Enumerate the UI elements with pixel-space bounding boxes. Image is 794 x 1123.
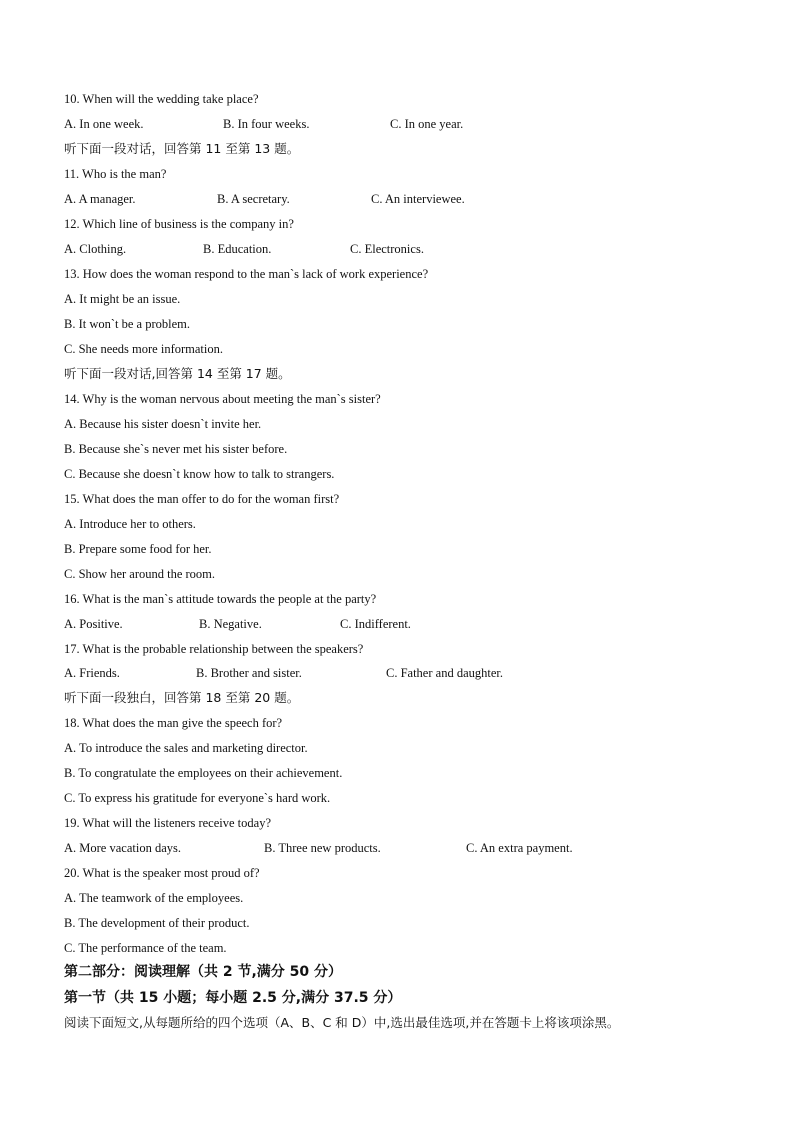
question-17: 17. What is the probable relationship between the speakers? <box>64 642 364 656</box>
option-a: A. A manager. <box>64 192 136 206</box>
option-c: C. Indifferent. <box>340 617 411 631</box>
question-15: 15. What does the man offer to do for the woman first? <box>64 492 340 506</box>
option-c: C. Father and daughter. <box>386 666 503 680</box>
option-a: A. The teamwork of the employees. <box>64 891 244 905</box>
option-a: A. Introduce her to others. <box>64 517 196 531</box>
option-b: B. A secretary. <box>217 192 290 206</box>
directions-18-20: 听下面一段独白，回答第 18 至第 20 题。 <box>64 690 300 705</box>
option-c: C. She needs more information. <box>64 342 223 356</box>
option-c: C. To express his gratitude for everyone`s hard work. <box>64 791 331 805</box>
option-a: A. More vacation days. <box>64 841 181 855</box>
question-13: 13. How does the woman respond to the man`s lack of work experience? <box>64 267 429 281</box>
option-b: B. Negative. <box>199 617 262 631</box>
option-b: B. Three new products. <box>264 841 381 855</box>
option-b: B. Prepare some food for her. <box>64 542 212 556</box>
option-c: C. Electronics. <box>350 242 424 256</box>
question-11: 11. Who is the man? <box>64 167 167 181</box>
options-row-12 <box>64 239 744 259</box>
option-b: B. In four weeks. <box>223 117 310 131</box>
option-c: C. An interviewee. <box>371 192 465 206</box>
question-19: 19. What will the listeners receive today? <box>64 816 271 830</box>
option-c: C. Show her around the room. <box>64 567 216 581</box>
option-b: B. Education. <box>203 242 272 256</box>
option-b: B. The development of their product. <box>64 916 250 930</box>
question-12: 12. Which line of business is the company in? <box>64 217 294 231</box>
option-a: A. Because his sister doesn`t invite her. <box>64 417 262 431</box>
options-row-10 <box>64 114 744 134</box>
options-row-19 <box>64 838 744 858</box>
option-b: B. It won`t be a problem. <box>64 317 191 331</box>
question-20: 20. What is the speaker most proud of? <box>64 866 260 880</box>
question-10: 10. When will the wedding take place? <box>64 92 259 106</box>
section-one-heading: 第一节（共 15 小题；每小题 2.5 分,满分 37.5 分） <box>64 990 402 1006</box>
options-row-16 <box>64 614 744 634</box>
option-a: A. Clothing. <box>64 242 127 256</box>
part-two-heading: 第二部分：阅读理解（共 2 节,满分 50 分） <box>64 964 343 980</box>
options-row-11 <box>64 189 744 209</box>
option-c: C. In one year. <box>390 117 464 131</box>
option-a: A. To introduce the sales and marketing director. <box>64 741 308 755</box>
option-c: C. An extra payment. <box>466 841 573 855</box>
directions-14-17: 听下面一段对话,回答第 14 至第 17 题。 <box>64 366 291 381</box>
question-14: 14. Why is the woman nervous about meeting the man`s sister? <box>64 392 381 406</box>
question-18: 18. What does the man give the speech for? <box>64 716 283 730</box>
option-c: C. The performance of the team. <box>64 941 227 955</box>
directions-11-13: 听下面一段对话，回答第 11 至第 13 题。 <box>64 141 300 156</box>
option-b: B. Because she`s never met his sister before. <box>64 442 288 456</box>
option-a: A. Positive. <box>64 617 123 631</box>
option-a: A. It might be an issue. <box>64 292 181 306</box>
option-a: A. Friends. <box>64 666 120 680</box>
reading-instructions: 阅读下面短文,从每题所给的四个选项（A、B、C 和 D）中,选出最佳选项,并在答题卡上将该项涂黑。 <box>64 1015 620 1030</box>
option-c: C. Because she doesn`t know how to talk to strangers. <box>64 467 335 481</box>
option-b: B. To congratulate the employees on their achievement. <box>64 766 343 780</box>
options-row-17 <box>64 663 744 683</box>
question-16: 16. What is the man`s attitude towards the people at the party? <box>64 592 377 606</box>
option-a: A. In one week. <box>64 117 144 131</box>
option-b: B. Brother and sister. <box>196 666 302 680</box>
